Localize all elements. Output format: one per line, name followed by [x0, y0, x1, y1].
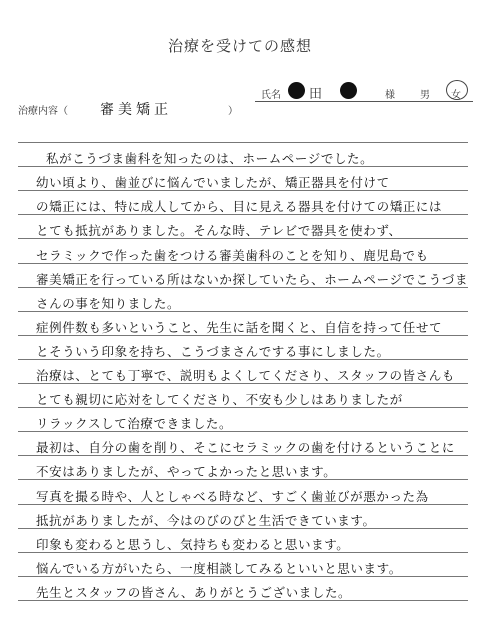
essay-line: 審美矯正を行っている所はないか探していたら、ホームページでこうづま: [36, 271, 469, 287]
name-visible-char: 田: [309, 87, 323, 102]
essay-line: 症例件数も多いということ、先生に話を聞くと、自信を持って任せて: [36, 319, 443, 335]
honorific-label: 様: [385, 90, 395, 101]
essay-line: 不安はありましたが、やってよかったと思います。: [36, 464, 337, 480]
treatment-close-paren: ）: [228, 106, 238, 117]
essay-line: とても親切に応対をしてくださり、不安も少しはありましたが: [36, 392, 403, 408]
essay-line: さんの事を知りました。: [36, 295, 181, 311]
essay-line: の矯正には、特に成人してから、目に見える器具を付けての矯正には: [36, 199, 443, 215]
essay-line: 私がこうづま歯科を知ったのは、ホームページでした。: [46, 151, 374, 167]
name-underline: [255, 101, 473, 102]
essay-line: 写真を撮る時や、人としゃべる時など、すごく歯並びが悪かった為: [36, 488, 429, 504]
essay-line: 印象も変わると思うし、気持ちも変わると思います。: [36, 536, 350, 552]
gender-female-option: 女: [451, 90, 461, 101]
treatment-value: 審美矯正: [100, 102, 172, 118]
treatment-label: 治療内容（: [18, 106, 68, 117]
essay-line: リラックスして治療できました。: [36, 416, 233, 432]
treatment-row: [18, 102, 238, 118]
essay-line: 治療は、とても丁寧で、説明もよくしてくださり、スタッフの皆さんも: [36, 368, 455, 383]
redacted-name-mark: [288, 82, 305, 99]
name-label: 氏名: [261, 90, 281, 101]
form-title: 治療を受けての感想: [167, 37, 312, 55]
essay-line: とても抵抗がありました。そんな時、テレビで器具を使わず、: [36, 223, 402, 239]
essay-line: とそういう印象を持ち、こうづまさんでする事にしました。: [36, 343, 390, 359]
essay-line: 先生とスタッフの皆さん、ありがとうございました。: [36, 584, 352, 600]
essay-line: 抵抗がありましたが、今はのびのびと生活できています。: [36, 512, 376, 528]
redacted-name-mark: [340, 82, 357, 99]
essay-line: セラミックで作った歯をつける審美歯科のことを知り、鹿児島でも: [36, 247, 429, 263]
ruled-line: [18, 142, 468, 143]
essay-line: 悩んでいる方がいたら、一度相談してみるといいと思います。: [36, 560, 402, 576]
name-row: [255, 84, 473, 102]
essay-line: 幼い頃より、歯並びに悩んでいましたが、矯正器具を付けて: [36, 175, 390, 191]
essay-line: 最初は、自分の歯を削り、そこにセラミックの歯を付けるということに: [36, 440, 455, 456]
gender-male-option: 男: [420, 90, 430, 101]
